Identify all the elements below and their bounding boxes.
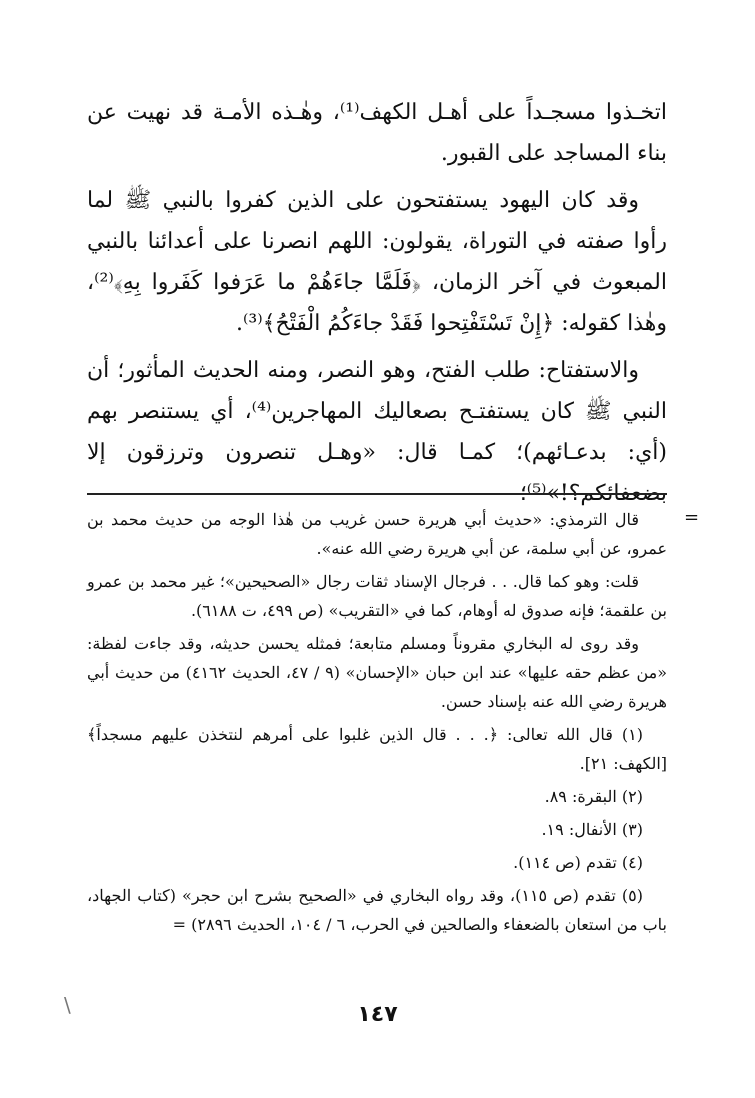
footnote-continuation-2: قلت: وهو كما قال. . . فرجال الإسناد ثقات رجال «الصحيحين»؛ غير محمد بن عمرو بن علقمة؛ فإنه صدوق له أوهام، كما في «التقريب» (ص ٤٩٩، ت ٦١٨٨). bbox=[87, 572, 667, 620]
footnotes bbox=[87, 505, 667, 943]
paragraph-2: وقد كان اليهود يستفتحون على الذين كفروا بالنبي ﷺ لما رأوا صفته في التوراة، يقولون: اللهم انصرنا على أعدائنا بالنبي المبعوث في آخر الزمان، ﴿فَلَمَّا جاءَهُمْ ما عَرَفوا كَفَروا بِهِ﴾⁽²⁾، وهٰذا كقوله: ﴿إِنْ تَسْتَفْتِحوا فَقَدْ جاءَكُمُ الْفَتْحُ﴾⁽³⁾. bbox=[87, 188, 667, 336]
footnote-4: (٤) تقدم (ص ١١٤). bbox=[513, 853, 643, 872]
paragraph-3: والاستفتاح: طلب الفتح، وهو النصر، ومنه الحديث المأثور؛ أن النبي ﷺ كان يستفتـح بصعاليك المهاجرين⁽⁴⁾، أي يستنصر بهم (أي: بدعـائهم)؛ كمـا قال: «وهـل تنصرون وترزقون إلا بضعفائكم؟!»⁽⁵⁾؛ bbox=[87, 358, 667, 506]
footnote-separator bbox=[87, 493, 667, 495]
footnote-continuation-1: قال الترمذي: «حديث أبي هريرة حسن غريب من هٰذا الوجه من حديث محمد بن عمرو، عن أبي سلمة، عن أبي هريرة رضي الله عنه». bbox=[87, 510, 667, 558]
paragraph-1: اتخـذوا مسجـداً على أهـل الكهف⁽¹⁾، وهٰـذه الأمـة قد نهيت عن بناء المساجد على القبور. bbox=[87, 100, 667, 166]
main-text bbox=[87, 92, 667, 514]
continuation-mark: = bbox=[684, 507, 700, 528]
footnote-5: (٥) تقدم (ص ١١٥)، وقد رواه البخاري في «الصحيح بشرح ابن حجر» (كتاب الجهاد، باب من استعان بالضعفاء والصالحين في الحرب، ٦ / ١٠٤، الحديث ٢٨٩٦) = bbox=[87, 886, 667, 934]
margin-scribble: \ bbox=[64, 993, 71, 1017]
footnote-3: (٣) الأنفال: ١٩. bbox=[541, 820, 643, 839]
footnote-2: (٢) البقرة: ٨٩. bbox=[544, 787, 643, 806]
footnote-1: (١) قال الله تعالى: ﴿. . . قال الذين غلبوا على أمرهم لنتخذن عليهم مسجداً﴾ [الكهف: ٢١]. bbox=[87, 725, 667, 773]
footnote-continuation-3: وقد روى له البخاري مقروناً ومسلم متابعة؛ فمثله يحسن حديثه، وقد جاءت لفظة: «من عظم حقه عليها» عند ابن حبان «الإحسان» (٩ / ٤٧، الحديث ٤١٦٢) من حديث أبي هريرة رضي الله عنه بإسناد حسن. bbox=[87, 634, 667, 711]
page-number: ١٤٧ bbox=[357, 1002, 398, 1027]
